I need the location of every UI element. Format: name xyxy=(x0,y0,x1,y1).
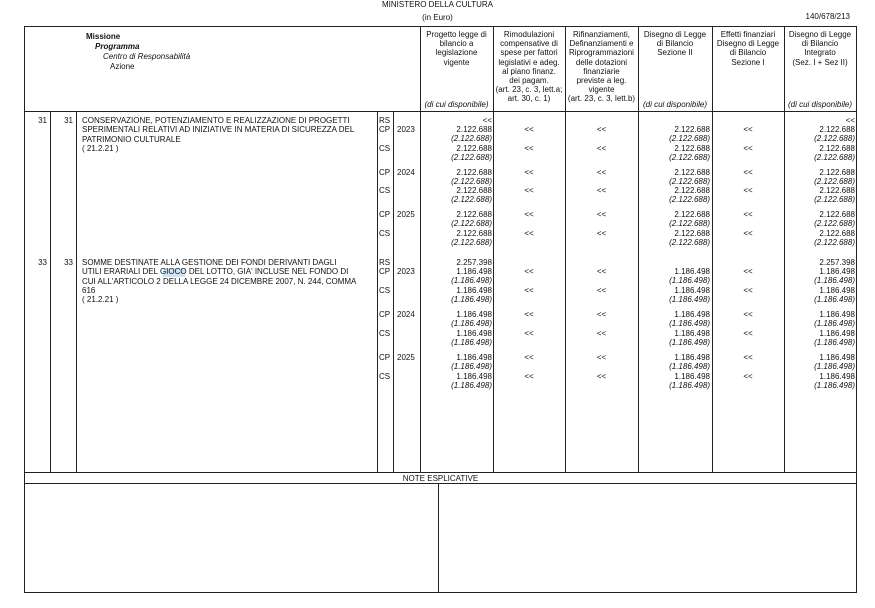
cell-value: 2.122.688 xyxy=(819,168,855,177)
cell-value: << xyxy=(596,186,607,195)
cell-value: 2.122.688 xyxy=(456,186,492,195)
cell-value: << xyxy=(845,116,855,125)
header-centro: Centro di Responsabilità xyxy=(103,52,191,61)
cell-value: << xyxy=(596,329,607,338)
entry-number: 33 xyxy=(64,258,73,267)
cell-value: (1.186.498) xyxy=(814,319,855,328)
cell-value: << xyxy=(743,372,753,381)
cell-value: 2.122.688 xyxy=(456,168,492,177)
cell-value: (1.186.498) xyxy=(669,338,710,347)
cell-value: (2.122.688) xyxy=(451,177,492,186)
cell-value: << xyxy=(743,125,753,134)
row-code: CP xyxy=(379,168,391,177)
cell-value: 2.122.688 xyxy=(674,144,710,153)
cell-value: (2.122.688) xyxy=(814,219,855,228)
cell-value: 1.186.498 xyxy=(674,329,710,338)
cell-value: << xyxy=(524,372,534,381)
cell-value: << xyxy=(596,210,607,219)
entry-number: 31 xyxy=(64,116,73,125)
cell-value: << xyxy=(524,353,534,362)
cell-value: << xyxy=(524,310,534,319)
year-label: 2024 xyxy=(397,168,415,177)
year-label: 2023 xyxy=(397,267,415,276)
cell-value: << xyxy=(482,116,492,125)
cell-value: 2.122.688 xyxy=(674,186,710,195)
cell-value: 2.257.398 xyxy=(819,258,855,267)
cell-value: 1.186.498 xyxy=(456,329,492,338)
cell-value: (1.186.498) xyxy=(669,362,710,371)
cell-value: 1.186.498 xyxy=(819,286,855,295)
cell-value: << xyxy=(596,168,607,177)
cell-value: << xyxy=(596,125,607,134)
cell-value: 1.186.498 xyxy=(456,310,492,319)
row-code: CP xyxy=(379,353,391,362)
row-code: CS xyxy=(379,144,391,153)
cell-value: (1.186.498) xyxy=(814,276,855,285)
notes-left-area xyxy=(25,484,438,592)
row-code: CS xyxy=(379,329,391,338)
cell-value: 2.122.688 xyxy=(819,229,855,238)
cell-value: (1.186.498) xyxy=(814,381,855,390)
page-reference: 140/678/213 xyxy=(805,12,850,21)
cell-value: 1.186.498 xyxy=(456,286,492,295)
cell-value: (2.122.688) xyxy=(451,219,492,228)
col6-header: Disegno di Legge di Bilancio Integrato (Sez. I + Sez II) xyxy=(788,30,852,67)
cell-value: (1.186.498) xyxy=(814,338,855,347)
row-code: CP xyxy=(379,267,391,276)
col3-header: Rifinanziamenti, Definanziamenti e Riprogrammazioni delle dotazioni finanziarie previste a leg. vigente (art. 23, c. 3, lett.b) xyxy=(567,30,636,104)
cell-value: (1.186.498) xyxy=(814,295,855,304)
cell-value: << xyxy=(743,267,753,276)
cell-value: << xyxy=(743,229,753,238)
cell-value: << xyxy=(596,310,607,319)
cell-value: 2.122.688 xyxy=(674,210,710,219)
year-label: 2025 xyxy=(397,353,415,362)
header-missione: Missione xyxy=(86,32,121,41)
col1-header: Progetto legge di bilancio a legislazione vigente xyxy=(426,30,487,67)
cell-value: 2.122.688 xyxy=(456,125,492,134)
cell-value: (2.122.688) xyxy=(669,177,710,186)
col2-header: Rimodulazioni compensative di spese per fattori legislativi e adeg. al piano finanz. dei pagam. (art. 23, c. 3, lett.a; art. 30, c. 1) xyxy=(495,30,563,104)
cell-value: (1.186.498) xyxy=(669,276,710,285)
cell-value: << xyxy=(524,229,534,238)
cell-value: << xyxy=(743,168,753,177)
cell-value: 1.186.498 xyxy=(674,372,710,381)
col6-footnote: (di cui disponibile) xyxy=(787,100,853,109)
header-programma: Programma xyxy=(95,42,140,51)
year-label: 2025 xyxy=(397,210,415,219)
cell-value: (2.122.688) xyxy=(451,238,492,247)
cell-value: << xyxy=(524,168,534,177)
cell-value: 2.122.688 xyxy=(456,144,492,153)
cell-value: (1.186.498) xyxy=(451,381,492,390)
notes-right-area xyxy=(439,484,856,592)
cell-value: 1.186.498 xyxy=(674,286,710,295)
cell-value: << xyxy=(524,210,534,219)
cell-value: (2.122.688) xyxy=(669,134,710,143)
cell-value: << xyxy=(524,329,534,338)
cell-value: << xyxy=(596,267,607,276)
row-code: CP xyxy=(379,310,391,319)
entry-description: SOMME DESTINATE ALLA GESTIONE DEI FONDI DERIVANTI DAGLI UTILI ERARIALI DEL GIOCO DEL LOTTO, GIA' INCLUSE NEL FONDO DI CUI ALL'ARTICOLO 2 DELLA LEGGE 24 DICEMBRE 2007, N. 244, COMMA 616 ( 21.2.21 ) xyxy=(82,258,357,305)
cell-value: (2.122.688) xyxy=(814,134,855,143)
row-code: CS xyxy=(379,372,391,381)
cell-value: (1.186.498) xyxy=(669,295,710,304)
cell-value: 2.122.688 xyxy=(819,144,855,153)
cell-value: << xyxy=(743,353,753,362)
col5-header: Effetti finanziari Disegno di Legge di Bilancio Sezione I xyxy=(716,30,780,67)
cell-value: 1.186.498 xyxy=(456,353,492,362)
cell-value: << xyxy=(596,372,607,381)
cell-value: 2.122.688 xyxy=(456,210,492,219)
cell-value: << xyxy=(596,144,607,153)
cell-value: (1.186.498) xyxy=(451,362,492,371)
cell-value: (1.186.498) xyxy=(669,381,710,390)
cell-value: 1.186.498 xyxy=(456,267,492,276)
cell-value: (2.122.688) xyxy=(451,134,492,143)
col1-footnote: (di cui disponibile) xyxy=(424,100,489,109)
cell-value: << xyxy=(524,286,534,295)
cell-value: 2.122.688 xyxy=(819,186,855,195)
cell-value: 1.186.498 xyxy=(819,372,855,381)
cell-value: (1.186.498) xyxy=(451,295,492,304)
cell-value: (2.122.688) xyxy=(814,177,855,186)
cell-value: (2.122.688) xyxy=(669,238,710,247)
cell-value: 1.186.498 xyxy=(819,329,855,338)
year-label: 2024 xyxy=(397,310,415,319)
cell-value: 2.257.398 xyxy=(456,258,492,267)
entry-number: 31 xyxy=(38,116,47,125)
cell-value: << xyxy=(524,144,534,153)
cell-value: (1.186.498) xyxy=(451,319,492,328)
row-code: CS xyxy=(379,229,391,238)
cell-value: << xyxy=(596,229,607,238)
entry-number: 33 xyxy=(38,258,47,267)
cell-value: 1.186.498 xyxy=(674,310,710,319)
cell-value: 2.122.688 xyxy=(819,125,855,134)
cell-value: 2.122.688 xyxy=(674,229,710,238)
cell-value: << xyxy=(743,210,753,219)
cell-value: (1.186.498) xyxy=(669,319,710,328)
cell-value: << xyxy=(524,186,534,195)
cell-value: << xyxy=(743,310,753,319)
cell-value: (2.122.688) xyxy=(669,219,710,228)
cell-value: (2.122.688) xyxy=(814,195,855,204)
cell-value: << xyxy=(596,286,607,295)
cell-value: << xyxy=(743,144,753,153)
row-code: RS xyxy=(379,116,391,125)
cell-value: (1.186.498) xyxy=(814,362,855,371)
cell-value: 1.186.498 xyxy=(819,353,855,362)
col4-footnote: (di cui disponibile) xyxy=(642,100,708,109)
notes-title: NOTE ESPLICATIVE xyxy=(402,474,479,483)
cell-value: << xyxy=(596,353,607,362)
cell-value: (2.122.688) xyxy=(669,153,710,162)
cell-value: 2.122.688 xyxy=(819,210,855,219)
row-code: CS xyxy=(379,286,391,295)
cell-value: (2.122.688) xyxy=(451,195,492,204)
cell-value: (2.122.688) xyxy=(669,195,710,204)
cell-value: 2.122.688 xyxy=(456,229,492,238)
cell-value: 1.186.498 xyxy=(674,353,710,362)
ministry-title: MINISTERO DELLA CULTURA xyxy=(382,0,493,9)
row-code: RS xyxy=(379,258,391,267)
cell-value: << xyxy=(743,186,753,195)
col4-header: Disegno di Legge di Bilancio Sezione II xyxy=(643,30,707,58)
row-code: CS xyxy=(379,186,391,195)
cell-value: (2.122.688) xyxy=(814,238,855,247)
cell-value: (1.186.498) xyxy=(451,276,492,285)
cell-value: << xyxy=(743,329,753,338)
cell-value: (1.186.498) xyxy=(451,338,492,347)
row-code: CP xyxy=(379,125,391,134)
cell-value: << xyxy=(524,267,534,276)
row-code: CP xyxy=(379,210,391,219)
cell-value: << xyxy=(743,286,753,295)
cell-value: 2.122.688 xyxy=(674,168,710,177)
header-azione: Azione xyxy=(110,62,135,71)
entry-description: CONSERVAZIONE, POTENZIAMENTO E REALIZZAZIONE DI PROGETTI SPERIMENTALI RELATIVI AD INIZIATIVE IN MATERIA DI SICUREZZA DEL PATRIMONIO CULTURALE ( 21.2.21 ) xyxy=(82,116,355,153)
cell-value: 1.186.498 xyxy=(819,267,855,276)
year-label: 2023 xyxy=(397,125,415,134)
cell-value: 2.122.688 xyxy=(674,125,710,134)
cell-value: 1.186.498 xyxy=(674,267,710,276)
cell-value: (2.122.688) xyxy=(814,153,855,162)
cell-value: 1.186.498 xyxy=(456,372,492,381)
cell-value: << xyxy=(524,125,534,134)
cell-value: 1.186.498 xyxy=(819,310,855,319)
currency-note: (in Euro) xyxy=(422,13,453,22)
cell-value: (2.122.688) xyxy=(451,153,492,162)
